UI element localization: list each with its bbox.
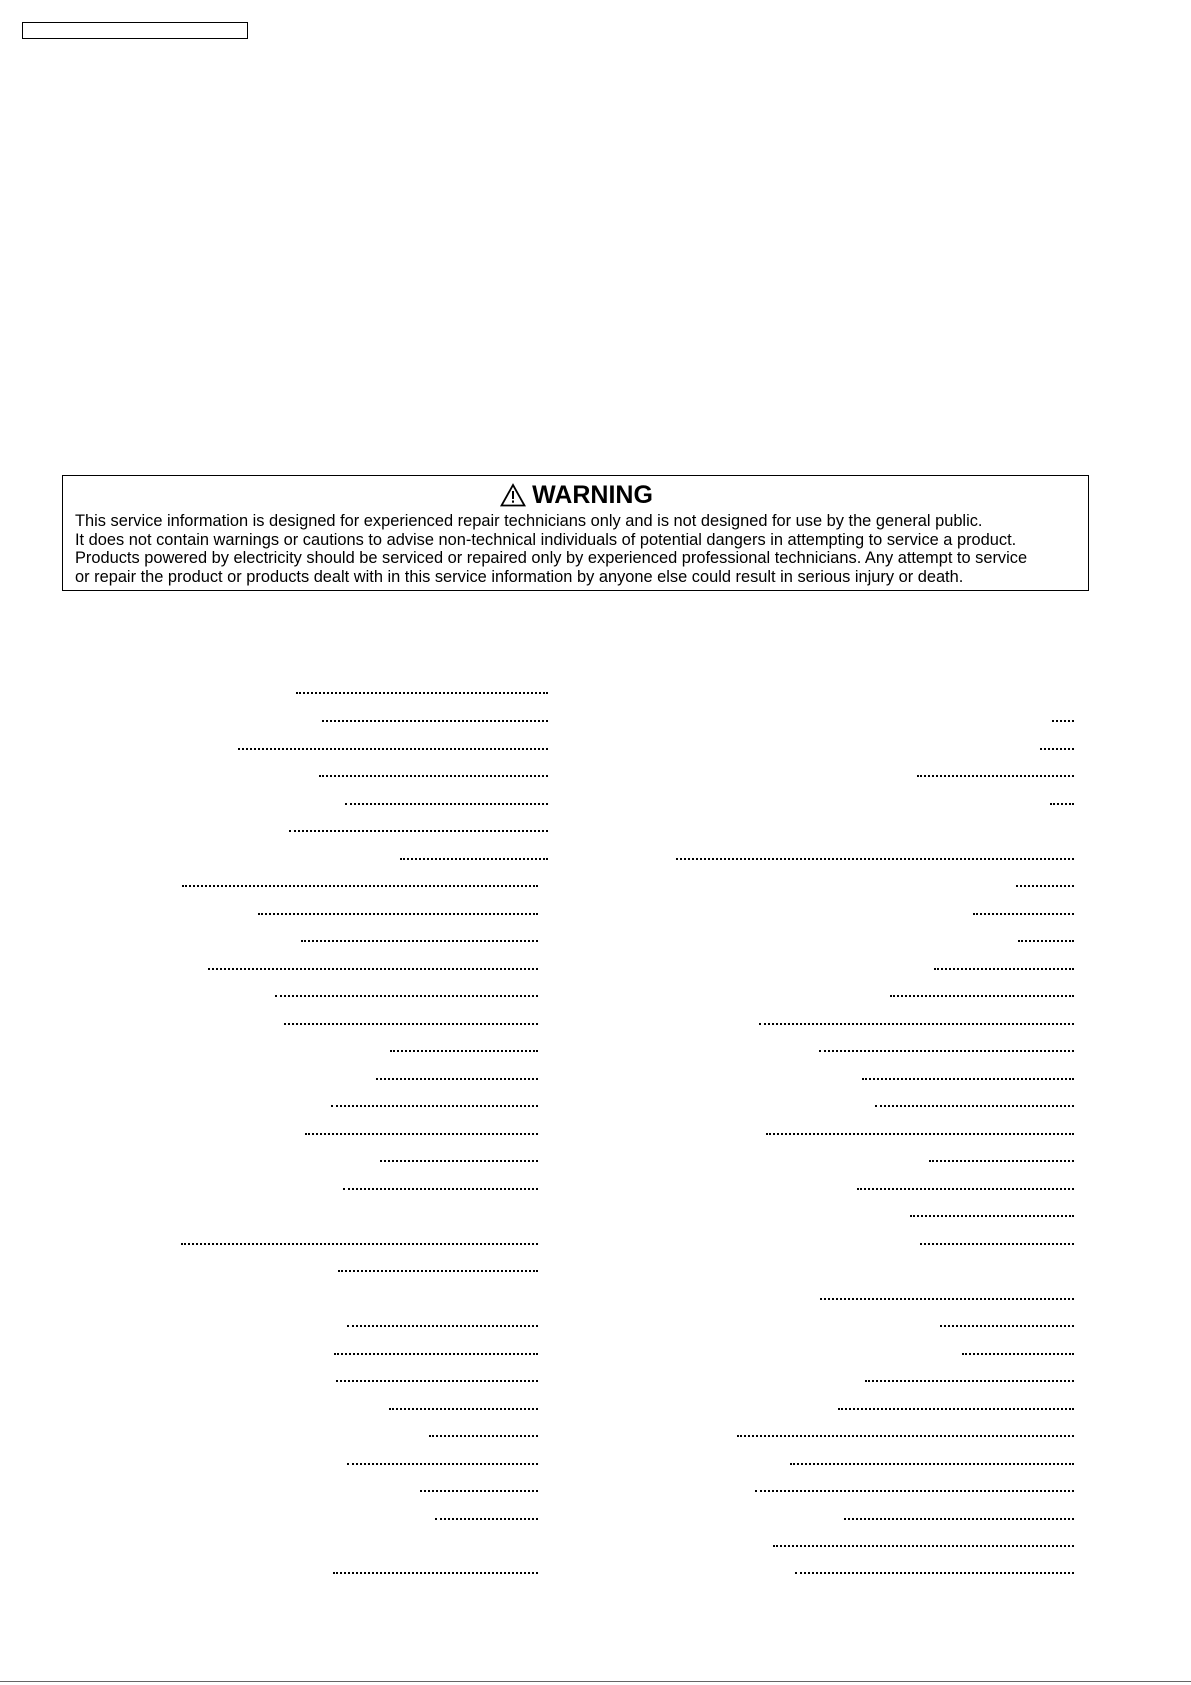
- toc-dot-leader: [334, 1353, 538, 1355]
- toc-dot-leader: [676, 858, 1074, 860]
- toc-dot-leader: [1016, 885, 1074, 887]
- toc-dot-leader: [347, 1463, 538, 1465]
- toc-dot-leader: [182, 885, 538, 887]
- toc-dot-leader: [857, 1188, 1074, 1190]
- toc-dot-leader: [319, 775, 548, 777]
- toc-dot-leader: [917, 775, 1074, 777]
- toc-dot-leader: [435, 1518, 538, 1520]
- warning-line: It does not contain warnings or cautions to advise non-technical individuals of potential dangers in attempting to service a product.: [75, 530, 1017, 549]
- toc-dot-leader: [875, 1105, 1074, 1107]
- toc-dot-leader: [322, 720, 548, 722]
- warning-title: [75, 480, 1078, 510]
- warning-box: [62, 475, 1089, 591]
- toc-dot-leader: [331, 1105, 538, 1107]
- toc-dot-leader: [389, 1408, 538, 1410]
- toc-dot-leader: [380, 1160, 538, 1162]
- toc-dot-leader: [1052, 720, 1074, 722]
- toc-dot-leader: [759, 1023, 1074, 1025]
- toc-dot-leader: [973, 913, 1074, 915]
- toc-dot-leader: [181, 1243, 538, 1245]
- toc-dot-leader: [1040, 748, 1074, 750]
- toc-dot-leader: [865, 1380, 1074, 1382]
- toc-dot-leader: [275, 995, 538, 997]
- toc-dot-leader: [343, 1188, 538, 1190]
- toc-dot-leader: [390, 1050, 538, 1052]
- toc-dot-leader: [305, 1133, 538, 1135]
- toc-dot-leader: [296, 692, 548, 694]
- toc-dot-leader: [795, 1572, 1074, 1574]
- toc-dot-leader: [1018, 940, 1074, 942]
- toc-dot-leader: [838, 1408, 1074, 1410]
- toc-dot-leader: [289, 830, 548, 832]
- warning-line: or repair the product or products dealt with in this service information by anyone else could result in serious injury or death.: [75, 567, 964, 586]
- toc-dot-leader: [238, 748, 548, 750]
- toc-dot-leader: [376, 1078, 538, 1080]
- toc-dot-leader: [301, 940, 538, 942]
- toc-dot-leader: [336, 1380, 538, 1382]
- warning-triangle-icon: [500, 483, 526, 507]
- toc-dot-leader: [862, 1078, 1074, 1080]
- warning-title-text: WARNING: [532, 481, 653, 509]
- toc-dot-leader: [910, 1215, 1074, 1217]
- toc-dot-leader: [420, 1490, 538, 1492]
- toc-dot-leader: [940, 1325, 1074, 1327]
- order-number-box: [22, 22, 248, 39]
- toc-dot-leader: [920, 1243, 1074, 1245]
- toc-dot-leader: [890, 995, 1074, 997]
- toc-dot-leader: [934, 968, 1074, 970]
- toc-dot-leader: [820, 1298, 1074, 1300]
- toc-dot-leader: [962, 1353, 1074, 1355]
- toc-dot-leader: [258, 913, 538, 915]
- toc-dot-leader: [1050, 803, 1074, 805]
- toc-dot-leader: [345, 803, 548, 805]
- toc-dot-leader: [819, 1050, 1074, 1052]
- bottom-rule: [0, 1681, 1191, 1682]
- toc-dot-leader: [773, 1545, 1074, 1547]
- toc-dot-leader: [929, 1160, 1074, 1162]
- toc-dot-leader: [429, 1435, 538, 1437]
- warning-line: Products powered by electricity should be serviced or repaired only by experienced professional technicians. Any attempt to service: [75, 549, 1028, 568]
- toc-dot-leader: [766, 1133, 1074, 1135]
- toc-dot-leader: [737, 1435, 1074, 1437]
- toc-dot-leader: [208, 968, 538, 970]
- toc-dot-leader: [284, 1023, 538, 1025]
- toc-dot-leader: [790, 1463, 1074, 1465]
- warning-line: This service information is designed for experienced repair technicians only and is not designed for use by the general public.: [75, 512, 983, 530]
- toc-dot-leader: [347, 1325, 538, 1327]
- toc-dot-leader: [333, 1572, 538, 1574]
- toc-dot-leader: [844, 1518, 1074, 1520]
- toc-dot-leader: [400, 858, 548, 860]
- toc-dot-leader: [338, 1270, 538, 1272]
- toc-dot-leader: [755, 1490, 1074, 1492]
